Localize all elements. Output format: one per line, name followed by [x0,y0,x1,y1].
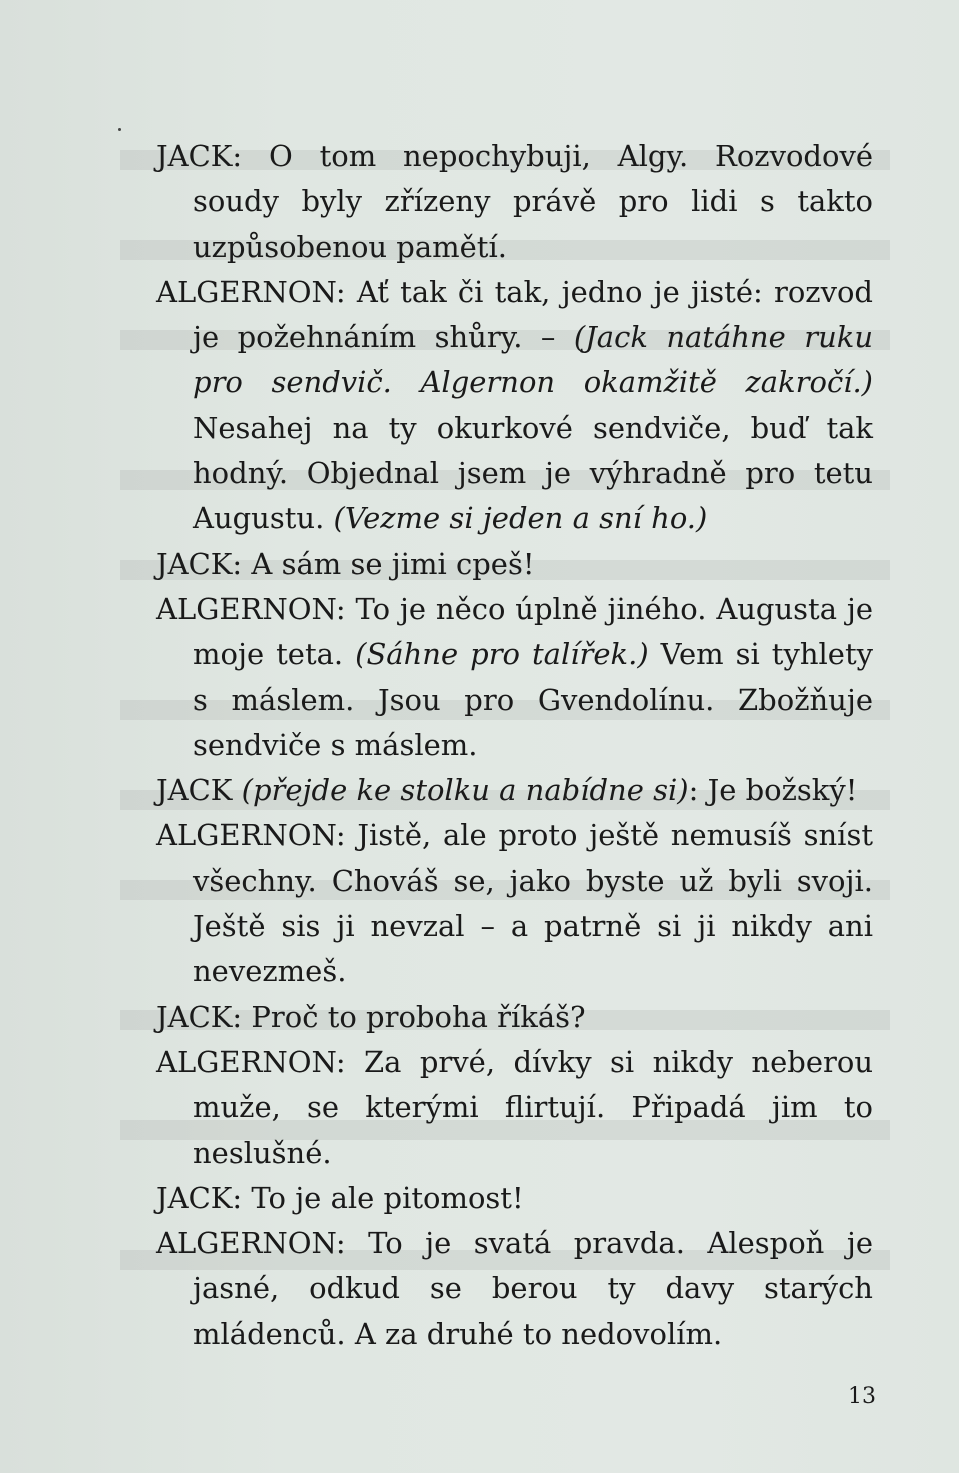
speaker-name: ALGERNON: [156,591,356,626]
dialogue-line: Za prvé, dívky si nikdy neberou muže, se kterými flirtují. Připadá jim to neslušné. [193,1044,873,1170]
dialogue-line: A sám se jimi cpeš! [251,546,535,581]
speaker-name: JACK: [156,139,269,173]
margin-dot [118,128,121,131]
dialogue-line: To je svatá pravda. Alespoň je jasné, odkud se berou ty davy starých mládenců. A za druhé to nedovolím. [193,1226,873,1351]
dialogue-paragraph [156,587,873,768]
dialogue-paragraph [156,134,873,270]
dialogue-paragraph [156,270,873,542]
speaker-name: JACK [156,773,242,808]
dialogue-line: Vem si tyhlety s máslem. Jsou pro Gvendolínu. Zbožňuje sendviče s máslem. [193,637,873,762]
dialogue-paragraph [156,995,873,1040]
speaker-name: ALGERNON: [156,274,357,309]
dialogue-line: Ať tak či tak, jedno je jisté: rozvod je požehnáním shůry. – [193,274,873,355]
page-number: 13 [848,1384,876,1409]
stage-direction: (přejde ke stolku a nabídne si) [241,773,689,808]
speaker-name: ALGERNON: [156,818,358,853]
speaker-name: JACK: [156,999,252,1034]
stage-direction: (Vezme si jeden a sní ho.) [333,501,708,536]
dialogue-line: To je něco úplně jiného. Augusta je moje teta. [193,591,874,672]
speaker-name: JACK: [156,546,252,581]
speaker-name: ALGERNON: [156,1044,365,1079]
dialogue-line: To je ale pitomost! [251,1180,524,1215]
dialogue-paragraph [156,1221,873,1357]
dialogue-line: : Je božský! [688,773,858,808]
dialogue-paragraph [156,542,873,587]
dialogue-line: Jistě, ale proto ještě nemusíš sníst všechny. Chováš se, jako byste už byli svoji. Ještě sis ji nevzal – a patrně si ji nikdy ani nevezmeš. [193,818,873,989]
dialogue-line: Nesahej na ty okurkové sendviče, buď tak hodný. Objednal jsem je výhradně pro tetu Augustu. [193,410,873,536]
dialogue-paragraph [156,813,873,994]
dialogue-paragraph [156,768,873,813]
dialogue-paragraph [156,1040,873,1176]
dialogue-text [156,134,873,1357]
dialogue-line: O tom nepochybuji, Algy. Rozvodové soudy byly zřízeny právě pro lidi s takto uzpůsobenou pamětí. [193,139,873,264]
stage-direction: (Sáhne pro talířek.) [355,637,649,672]
dialogue-paragraph [156,1176,873,1221]
speaker-name: JACK: [156,1180,252,1215]
speaker-name: ALGERNON: [156,1226,369,1261]
dialogue-line: Proč to proboha říkáš? [251,999,586,1034]
stage-direction: (Jack natáhne ruku pro sendvič. Algernon okamžitě zakročí.) [193,320,873,400]
